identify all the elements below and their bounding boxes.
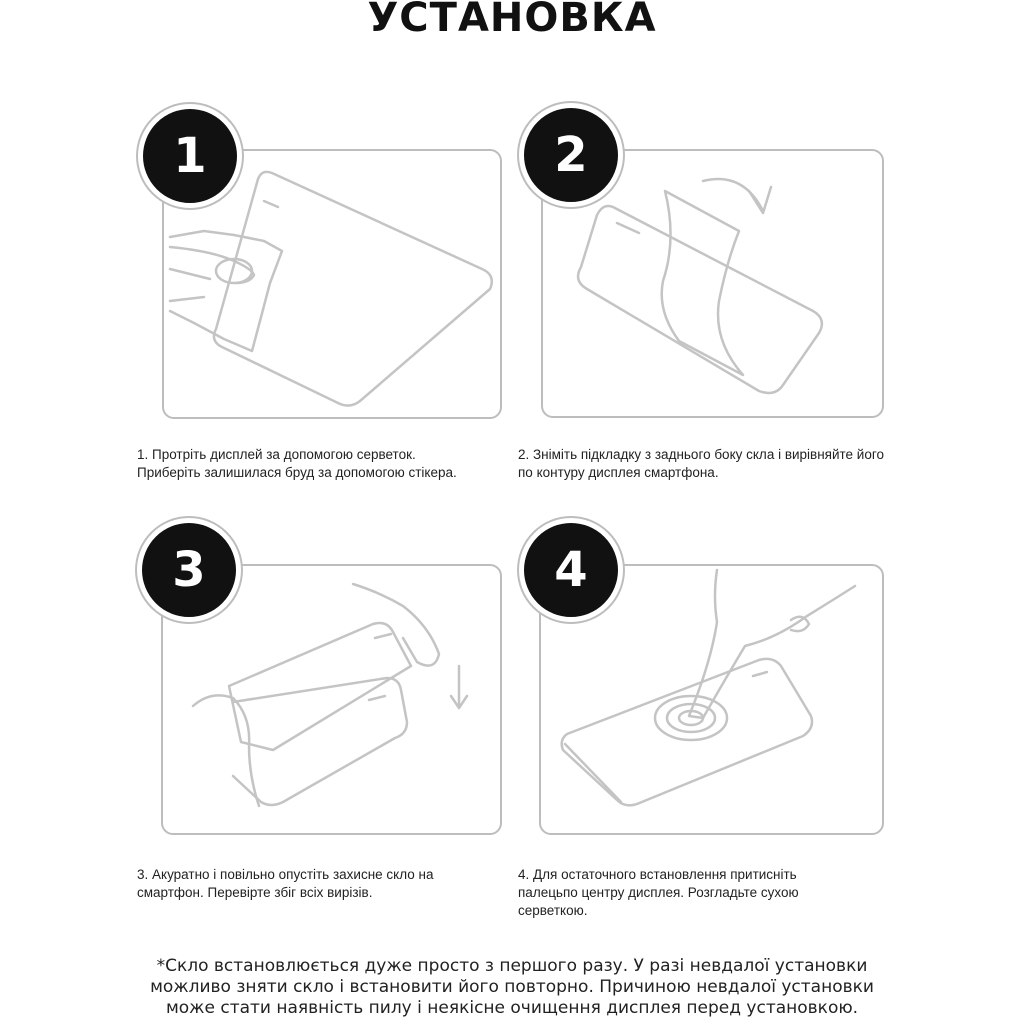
step-caption: 4. Для остаточного встановлення притисніть палецьпо центру дисплея. Розгладьте сухою серветкою.: [518, 867, 799, 918]
step-caption: 1. Протріть дисплей за допомогою серветок. Приберіть залишилася бруд за допомогою стікера.: [137, 447, 457, 480]
installation-note: [0, 956, 1024, 1019]
step-caption: 3. Акуратно і повільно опустіть захисне скло на смартфон. Перевірте збіг всіх вирізів.: [137, 867, 434, 900]
note-line: може стати наявність пилу і неякісне очищення дисплея перед установкою.: [165, 998, 859, 1018]
note-line: можливо зняти скло і встановити його повторно. Причиною невдалої установки: [150, 977, 874, 997]
page-title: УСТАНОВКА: [367, 0, 657, 41]
note-line: *Скло встановлюється дуже просто з першого разу. У разі невдалої установки: [156, 956, 868, 976]
step-number-badge: 2: [519, 103, 623, 207]
step-number-badge: 3: [137, 518, 241, 622]
step-number-badge: 1: [138, 104, 242, 208]
step-caption: 2. Зніміть підкладку з заднього боку скла і вирівняйте його по контуру дисплея смартфона.: [518, 447, 884, 480]
step-number-badge: 4: [519, 518, 623, 622]
